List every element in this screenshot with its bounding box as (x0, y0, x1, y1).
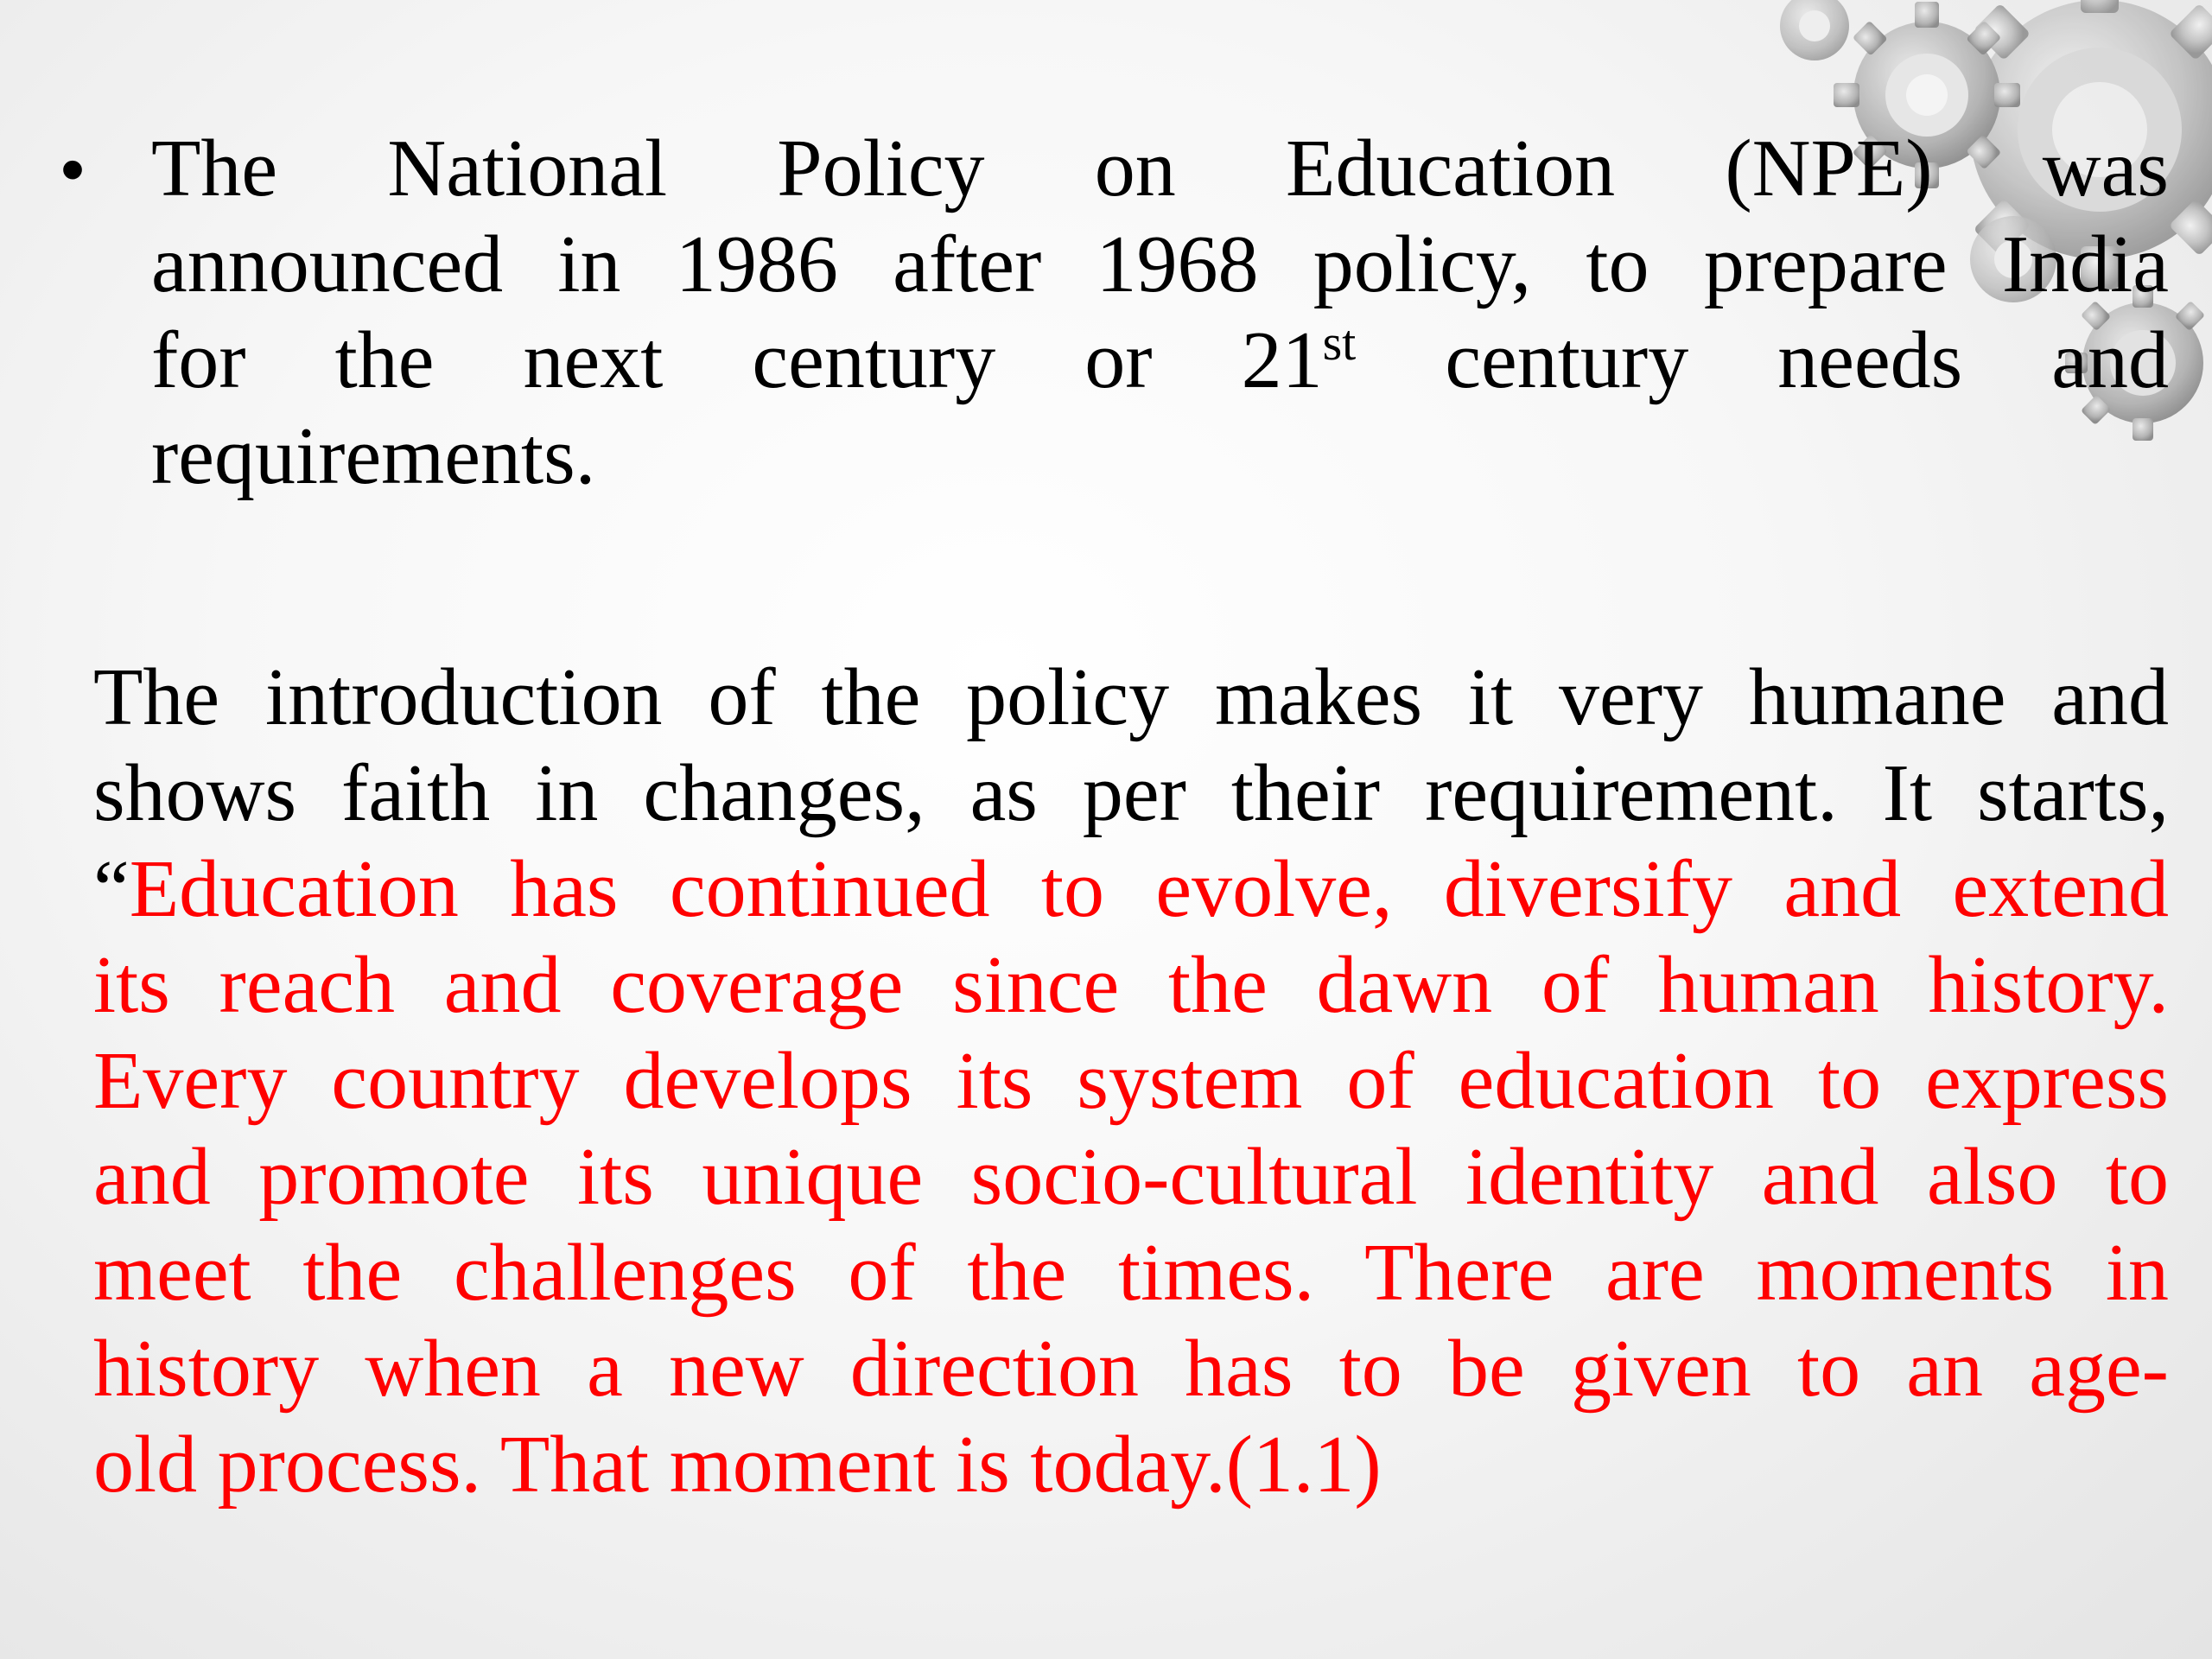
para-line-1: The introduction of the policy makes it very humane and (93, 652, 2169, 742)
bullet-line-1: The National Policy on Education (NPE) was (151, 124, 2169, 213)
bullet-icon: • (60, 130, 86, 207)
quote-line-4: and promote its unique socio-cultural identity and also to (93, 1132, 2169, 1222)
bullet-line-4: requirements. (151, 411, 596, 501)
para-line-2: shows faith in changes, as per their requirement. It starts, (93, 748, 2169, 838)
bullet-line-3 (151, 313, 2169, 409)
open-quote: “ (93, 844, 130, 934)
bullet-line-2: announced in 1986 after 1968 policy, to prepare India (151, 219, 2169, 309)
quote-line-6: history when a new direction has to be given to an age- (93, 1324, 2169, 1414)
quote-line-3: Every country develops its system of education to express (93, 1036, 2169, 1126)
quote-line-1: Education has continued to evolve, diversify and extend (129, 844, 2169, 934)
quote-line-5: meet the challenges of the times. There are moments in (93, 1228, 2169, 1318)
para-line-3 (93, 842, 2169, 938)
bullet-line-3-start: for the next century or 21 (151, 315, 1323, 405)
bullet-line-3-end: century needs and (1356, 315, 2169, 405)
bullet-text (151, 121, 2169, 505)
quote-line-2: its reach and coverage since the dawn of human history. (93, 940, 2169, 1030)
bullet-item (60, 121, 2169, 505)
quote-paragraph (93, 650, 2169, 1513)
ordinal-suffix: st (1322, 315, 1357, 371)
quote-line-7: old process. That moment is today.(1.1) (93, 1420, 1382, 1510)
